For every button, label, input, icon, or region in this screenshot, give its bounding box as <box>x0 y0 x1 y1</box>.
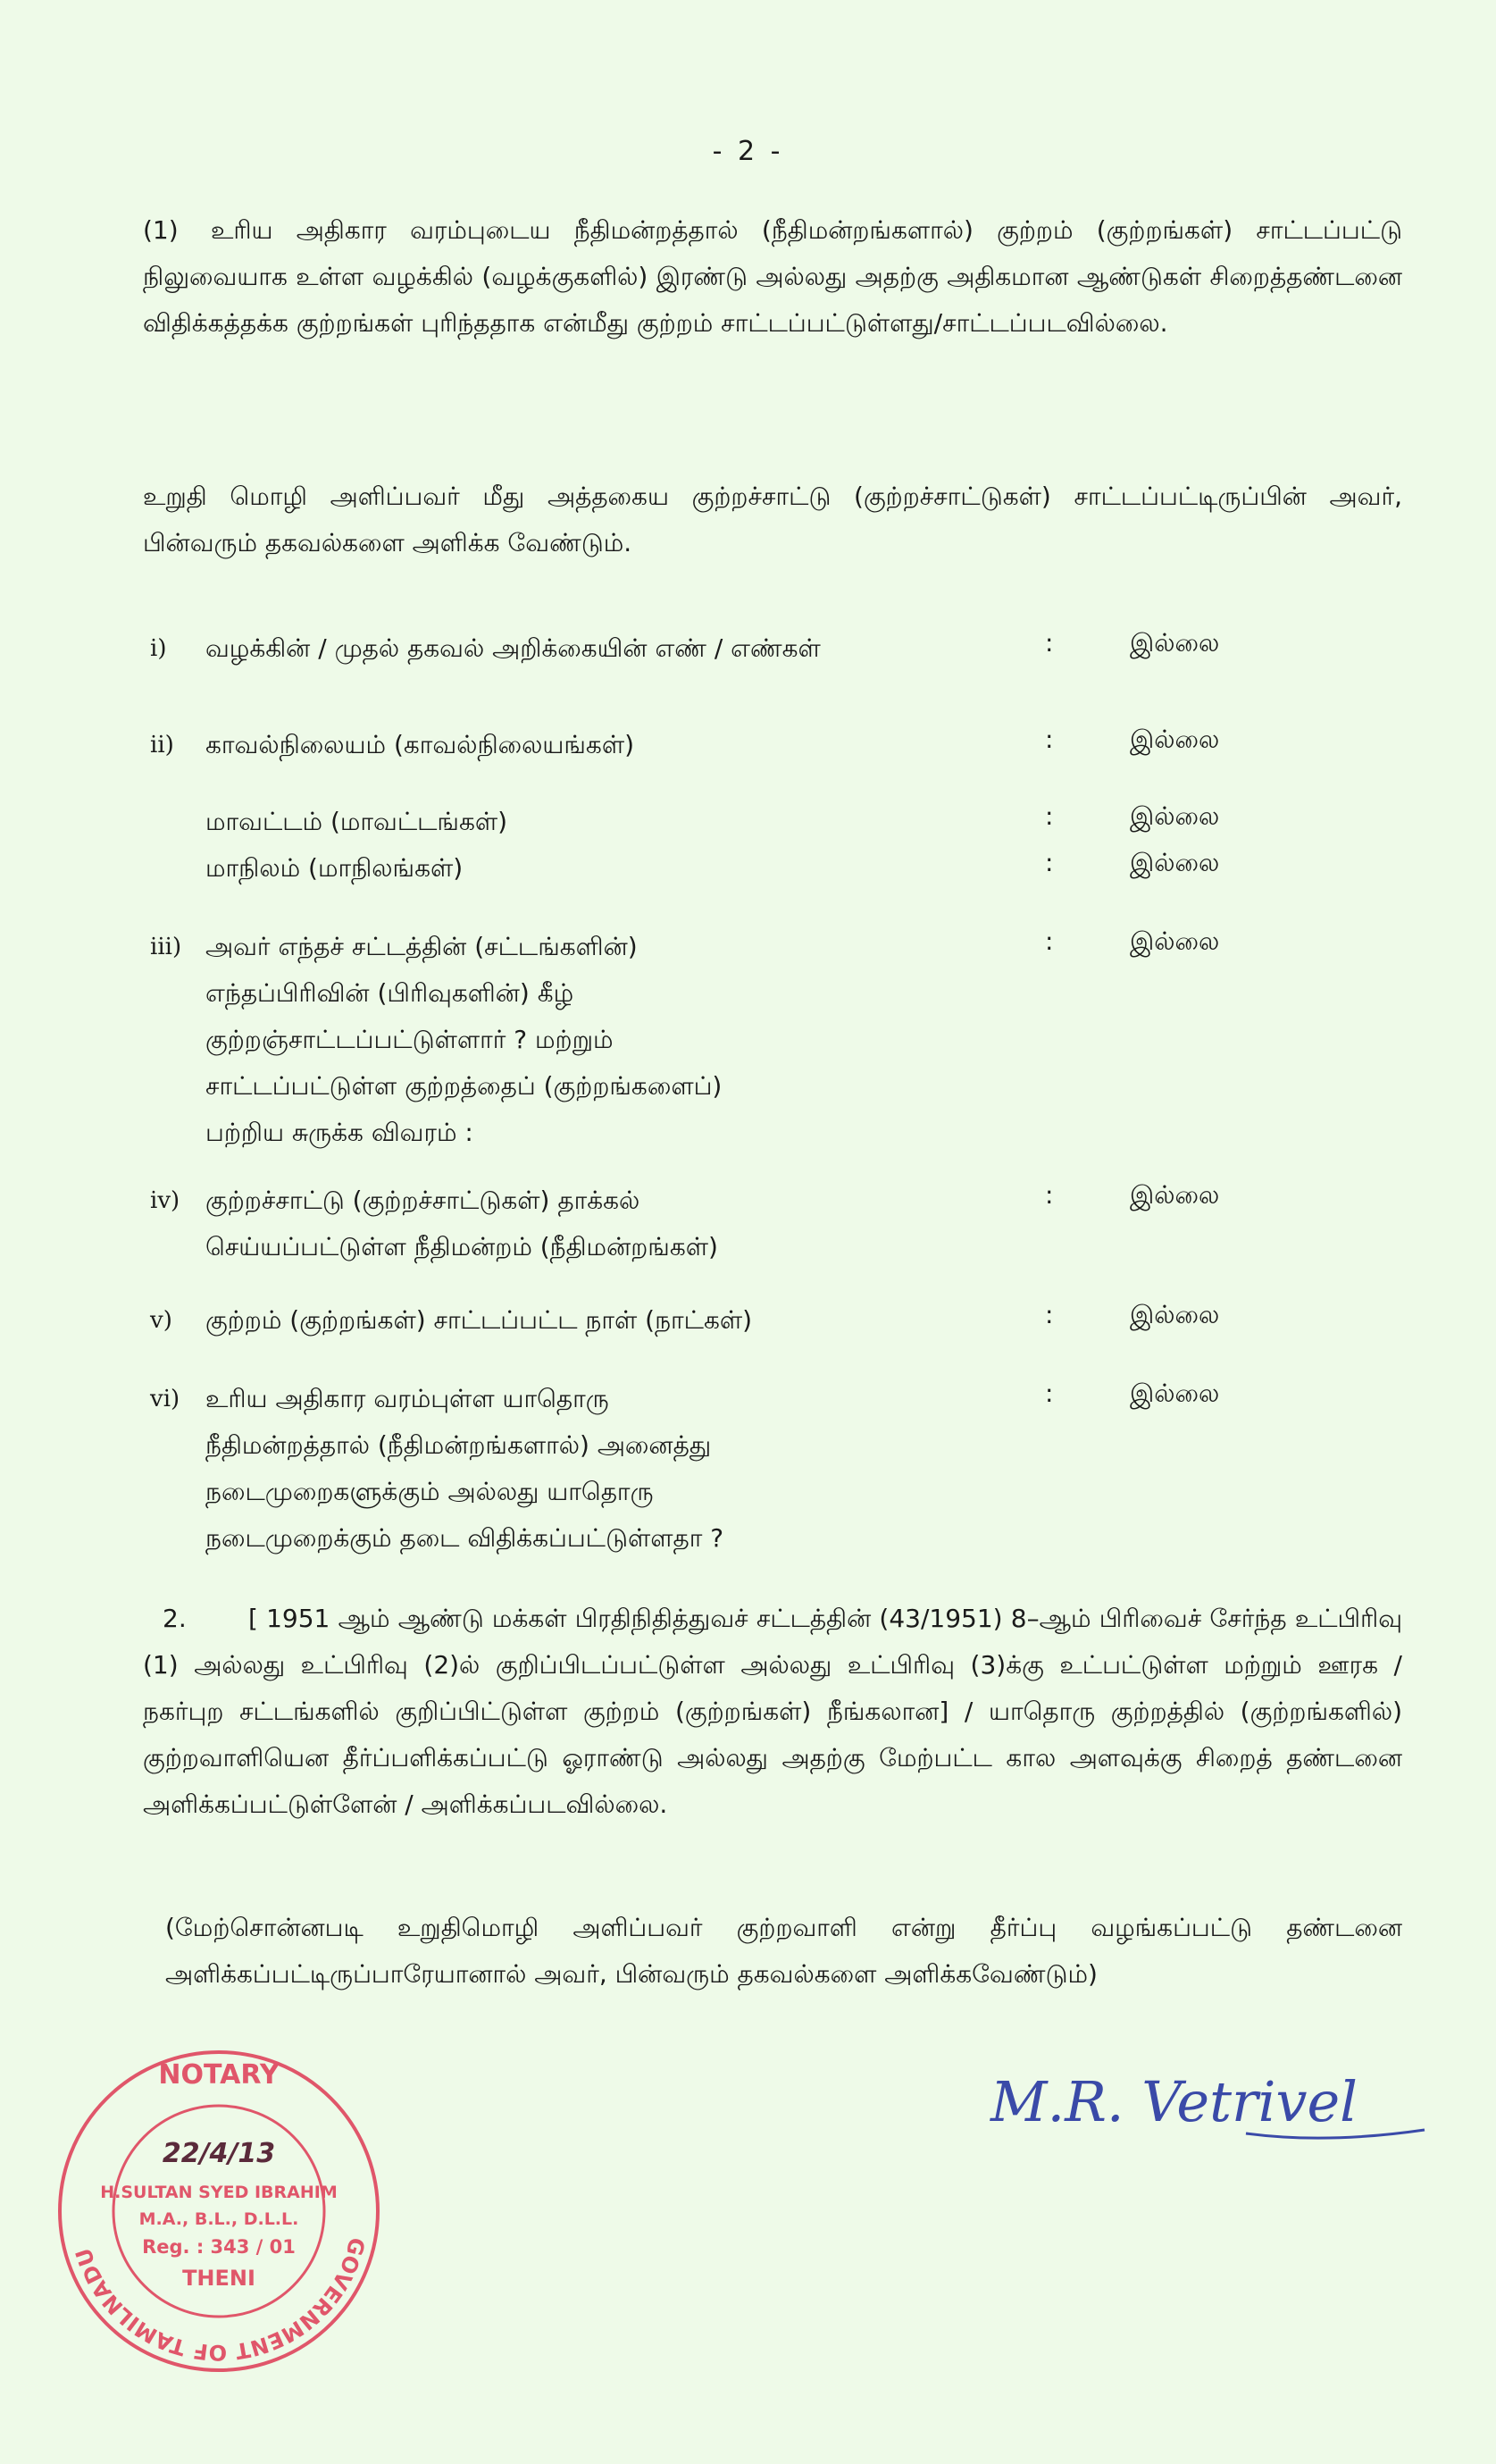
detail-item-colon: : <box>1045 628 1054 658</box>
paragraph-3-number: 2. <box>163 1604 187 1633</box>
detail-item-value: இல்லை <box>1130 725 1220 754</box>
stamp-place: THENI <box>182 2266 255 2291</box>
detail-item <box>150 1376 723 1562</box>
stamp-name: H.SULTAN SYED IBRAHIM <box>100 2183 338 2202</box>
detail-item-value: இல்லை <box>1130 628 1220 658</box>
detail-item-colon: : <box>1045 725 1054 754</box>
detail-item-colon: : <box>1045 848 1054 877</box>
detail-item-colon: : <box>1045 1300 1054 1329</box>
detail-item-value: இல்லை <box>1130 926 1220 956</box>
signature <box>987 2044 1433 2151</box>
detail-item-label-line: குற்றஞ்சாட்டப்பட்டுள்ளார் ? மற்றும் <box>205 1025 614 1054</box>
detail-item-label-line: நடைமுறைகளுக்கும் அல்லது யாதொரு <box>205 1477 654 1506</box>
detail-item-label-line: காவல்நிலையம் (காவல்நிலையங்கள்) <box>205 730 635 759</box>
detail-item-label-line: மாவட்டம் (மாவட்டங்கள்) <box>205 807 508 836</box>
paragraph-1-number: (1) <box>143 215 179 245</box>
detail-item-value: இல்லை <box>1130 1180 1220 1210</box>
paragraph-3-text: [ 1951 ஆம் ஆண்டு மக்கள் பிரதிநிதித்துவச் சட்டத்தின் (43/1951) 8–ஆம் பிரிவைச் சேர்ந்த உட்பிரிவு (1) அல்லது உட்பிரிவு (2)ல் குறிப்பிடப்பட்டுள்ள அல்லது உட்பிரிவு (3)க்கு உட்பட்டுள்ள மற்றும் ஊரக / நகர்புற சட்டங்களில் குறிப்பிட்டுள்ள குற்றம் (குற்றங்கள்) நீங்கலான] / யாதொரு குற்றத்தில் (குற்றங்களில்) குற்றவாளியென தீர்ப்பளிக்கப்பட்டு ஓராண்டு அல்லது அதற்கு மேற்பட்ட கால அளவுக்கு சிறைத் தண்டனை அளிக்கப்பட்டுள்ளேன் / அளிக்கப்படவில்லை. <box>143 1604 1402 1819</box>
detail-item <box>150 799 507 845</box>
detail-item-label <box>205 625 821 672</box>
paragraph-2: உறுதி மொழி அளிப்பவர் மீது அத்தகைய குற்றச்சாட்டு (குற்றச்சாட்டுகள்) சாட்டப்பட்டிருப்பின் அவர், பின்வரும் தகவல்களை அளிக்க வேண்டும். <box>143 482 1402 557</box>
detail-item <box>150 722 634 768</box>
detail-item-label <box>205 845 463 892</box>
detail-item-label-line: அவர் எந்தச் சட்டத்தின் (சட்டங்களின்) <box>205 932 638 961</box>
detail-item-number: iv) <box>150 1187 180 1214</box>
detail-item-colon: : <box>1045 801 1054 831</box>
detail-item-value: இல்லை <box>1130 1379 1220 1408</box>
detail-item-label-line: குற்றம் (குற்றங்கள்) சாட்டப்பட்ட நாள் (நாட்கள்) <box>205 1305 753 1335</box>
paragraph-1 <box>143 207 1402 347</box>
stamp-degree: M.A., B.L., D.L.L. <box>138 2209 299 2229</box>
detail-item-label-line: வழக்கின் / முதல் தகவல் அறிக்கையின் எண் / எண்கள் <box>205 633 821 663</box>
paragraph-4: (மேற்சொன்னபடி உறுதிமொழி அளிப்பவர் குற்றவாளி என்று தீர்ப்பு வழங்கப்பட்டு தண்டனை அளிக்கப்பட்டிருப்பாரேயானால் அவர், பின்வரும் தகவல்களை அளிக்கவேண்டும்) <box>165 1913 1402 1989</box>
detail-item <box>150 924 722 1156</box>
detail-item-label-line: எந்தப்பிரிவின் (பிரிவுகளின்) கீழ் <box>205 978 574 1008</box>
detail-item-value: இல்லை <box>1130 1300 1220 1329</box>
detail-item-colon: : <box>1045 1180 1054 1210</box>
detail-item-label <box>205 722 634 768</box>
detail-item-label-line: பற்றிய சுருக்க விவரம் : <box>205 1118 473 1147</box>
detail-item-label-line: உரிய அதிகார வரம்புள்ள யாதொரு <box>205 1384 609 1413</box>
detail-item <box>150 845 463 892</box>
detail-item-value: இல்லை <box>1130 801 1220 831</box>
detail-item-label <box>205 1178 718 1270</box>
detail-item-label <box>205 1376 723 1562</box>
detail-item-label-line: நடைமுறைக்கும் தடை விதிக்கப்பட்டுள்ளதா ? <box>205 1523 724 1553</box>
paragraph-3 <box>143 1596 1402 1828</box>
signature-text: M.R. Vetrivel <box>990 2069 1358 2134</box>
detail-item-colon: : <box>1045 926 1054 956</box>
detail-item-label-line: மாநிலம் (மாநிலங்கள்) <box>205 853 464 883</box>
detail-item-number: vi) <box>150 1386 180 1412</box>
detail-item-label <box>205 799 507 845</box>
detail-item <box>150 1178 718 1270</box>
detail-item-number: v) <box>150 1307 172 1334</box>
stamp-reg: Reg. : 343 / 01 <box>142 2236 296 2258</box>
stamp-ring-text: GOVERNMENT OF TAMILNADU <box>71 2234 370 2366</box>
detail-item-number: i) <box>150 635 167 662</box>
detail-item-label-line: செய்யப்பட்டுள்ள நீதிமன்றம் (நீதிமன்றங்கள்) <box>205 1232 718 1261</box>
detail-item-label <box>205 924 722 1156</box>
detail-item-value: இல்லை <box>1130 848 1220 877</box>
detail-item-number: ii) <box>150 732 174 758</box>
detail-item-label-line: சாட்டப்பட்டுள்ள குற்றத்தைப் (குற்றங்களைப்) <box>205 1071 723 1101</box>
detail-item-colon: : <box>1045 1379 1054 1408</box>
notary-stamp <box>54 2046 384 2376</box>
detail-item-label-line: குற்றச்சாட்டு (குற்றச்சாட்டுகள்) தாக்கல் <box>205 1186 640 1215</box>
page-number: - 2 - <box>712 136 784 167</box>
detail-item-label <box>205 1297 752 1344</box>
paragraph-1-text: உரிய அதிகார வரம்புடைய நீதிமன்றத்தால் (நீதிமன்றங்களால்) குற்றம் (குற்றங்கள்) சாட்டப்பட்டு நிலுவையாக உள்ள வழக்கில் (வழக்குகளில்) இரண்டு அல்லது அதற்கு அதிகமான ஆண்டுகள் சிறைத்தண்டனை விதிக்கத்தக்க குற்றங்கள் புரிந்ததாக என்மீது குற்றம் சாட்டப்பட்டுள்ளது/சாட்டப்படவில்லை. <box>143 215 1402 338</box>
stamp-top-text: NOTARY <box>158 2059 280 2091</box>
detail-item-label-line: நீதிமன்றத்தால் (நீதிமன்றங்களால்) அனைத்து <box>205 1430 712 1460</box>
detail-item-number: iii) <box>150 934 182 960</box>
detail-item <box>150 1297 752 1344</box>
detail-item <box>150 625 821 672</box>
stamp-date: 22/4/13 <box>162 2138 276 2169</box>
